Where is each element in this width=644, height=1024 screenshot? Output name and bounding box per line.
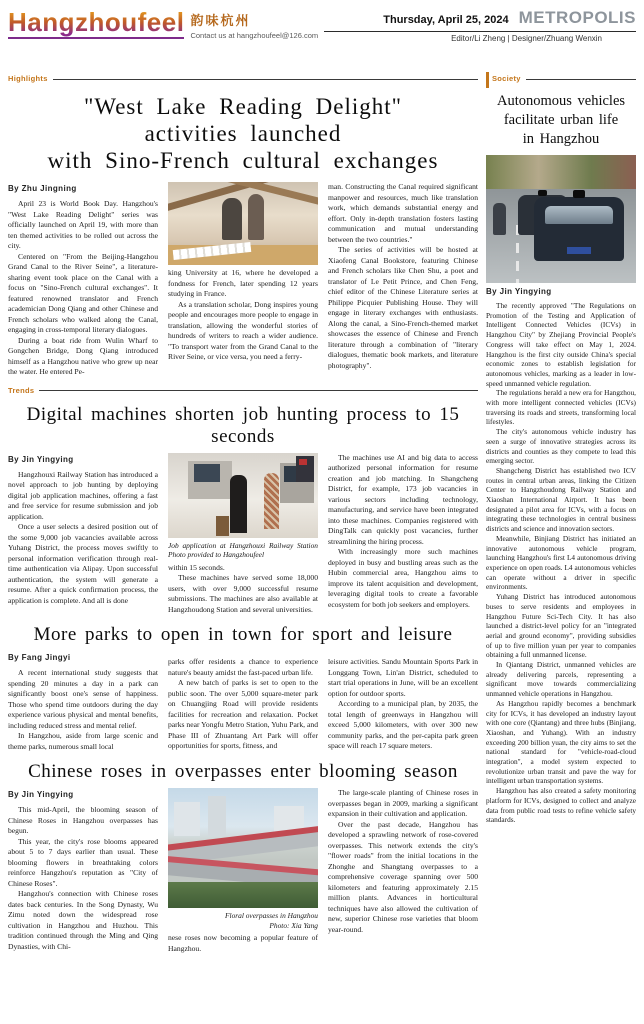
main-headline-line2: activities launched [144,121,342,146]
parks-article-body [8,651,478,752]
paragraph: parks offer residents a chance to experience nature's beauty amidst the fast-paced urban life. [168,657,318,677]
paragraph: Over the past decade, Hangzhou has developed a sprawling network of rose-covered overpasses. This network extends the city's "flower roads" from the initial locations in the Zhonghe and Shangtang overpasses to a comprehensive coverage spanning over 500 kilometers and featuring approximately 2.15 million plants. Advances in horticultural techniques have also allowed the cultivation of new, superior Chinese rose varieties that bloom year-round. [328,819,478,934]
reading-event-photo [168,182,318,265]
paragraph: man. Constructing the Canal required significant manpower and resources, much like translation work, which demands substantial energy and effort. Only in-depth translation fosters lasting communication and mutual understanding between the two countries." [328,182,478,244]
photo-background [486,155,636,189]
paragraph: king University at 16, where he developed a fondness for French, later spending 12 years studying in France. [168,268,318,298]
section-rule [526,79,636,80]
photo-car [534,197,624,261]
paragraph: These machines have served some 18,000 users, with over 9,000 successful resume submissions. The machines are also available at Hangzhoudong Station and several universities. [168,573,318,614]
masthead-sub [190,8,318,40]
paragraph: A recent international study suggests that spending 20 minutes a day in a park can significantly boost one's sense of happiness. Those who spend time outdoors during the day experience various physical and mental benefits, including reduced stress and mental relief. [8,668,158,730]
jobs-article-byline: By Jin Yingying [8,454,74,464]
paragraph: In Hangzhou, aside from large scenic and theme parks, numerous small local [8,731,158,751]
photo-license-plate [567,247,591,254]
main-article-body [8,182,478,378]
parks-article-col1 [8,651,158,752]
photo-screen [194,464,220,482]
paragraph: With increasingly more such machines deployed in busy and bustling areas such as the Hubin commercial area, Hangzhou aims to improve its talent acquisition and development, leveraging digital tools to create a favorable ecosystem for both job seekers and employers. [328,547,478,609]
jobs-photo-caption: Job application at Hangzhouxi Railway Station Photo provided to Hangzhoufeel [168,540,318,559]
main-article-byline: By Zhu Jingning [8,184,77,193]
paragraph: The series of activities will be hosted at Xiaofeng Canal Bookstore, featuring Chinese and French scholars like Chen Shu, a poet and translator of Le Petit Prince, and Chen Feng, chief editor of the Chinese Literature series at Philippe Picquier Publishing House. They will engage in literary exchanges with enthusiasts. Along the canal, a Sino-French-themed market showcases the essence of Chinese and French literature through a combination of "literary dialogues, thematic book markets, and literature photography". [328,245,478,370]
contact-line: Contact us at hangzhoufeel@126.com [190,31,319,40]
roses-article-col3 [328,788,478,954]
masthead-right [324,8,636,43]
paragraph: A new batch of parks is set to open to the public soon. The over 5,000 square-meter park on Chuangjing Road will provide residents facilities for recreation and relaxation. Pocket parks near Yongfu Metro Station, Yuhu Park, and Phase III of Zhuantang Art Park will offer opportunities for sports, fitness, and [168,678,318,750]
photo-person [222,198,242,240]
paragraph: The regulations herald a new era for Hangzhou, with more intelligent connected vehicles (ICVs) traversing its roads and streets, transforming local lifestyles. [486,388,636,427]
paragraph: The machines use AI and big data to access authorized personal information for resume creation and job matching. In Shangcheng District, for example, 173 job vacancies in various sectors including technology, manufacturing, and service have been integrated into these machines. Companies registered with DingTalk can quickly post vacancies, further streamlining the hiring process. [328,452,478,546]
masthead-left [8,8,318,40]
roses-photo-caption [168,911,318,930]
jobs-article-body [8,453,478,616]
edition-name: METROPOLIS [518,8,636,27]
paragraph: In Qiantang District, unmanned vehicles are already delivering parcels, representing a significant move towards commercializing unmanned vehicle operations in Hangzhou. [486,660,636,699]
paragraph: Yuhang District has introduced autonomous buses to serve residents and employees in Hangzhou Future Sci-Tech City. It has also launched a district-level policy for an "integrated aerial and ground economy", providing subsidies of up to five million yuan per year to companies obtaining a full unmanned license. [486,592,636,660]
chinese-title: 韵味杭州 [190,13,251,28]
jobs-headline: Digital machines shorten job hunting process to 15 seconds [26,403,460,447]
paragraph: Hangzhou has also created a safety monitoring platform for ICVs, designed to collect and analyze data from public road tests to refine vehicle safety standards. [486,786,636,825]
paragraph: This year, the city's rose blooms appeared about 5 to 7 days earlier than usual. These blooming flowers in breathtaking colors reinforce Hangzhou's reputation as "City of Chinese Roses". [8,836,158,888]
paragraph: Once a user selects a desired position out of the some 9,000 job vacancies available across Yuhang District, the process moves swiftly to personal information verification through real-time authentication via Alipay. Upon successful authentication, the system will generate a resume. After a quick confirmation process, the application is complete. And all is done [8,522,158,605]
main-article-col3 [328,182,478,378]
parks-article-col2 [168,651,318,752]
paragraph: During a boat ride from Wulin Wharf to Gongchen Bridge, Dong Qiang introduced himself as a Hangzhou native who grew up near the water. He entered Pe- [8,335,158,376]
masthead-rule [324,31,636,32]
parks-article-byline: By Fang Jingyi [8,653,71,662]
jobs-article-col2 [168,453,318,616]
paragraph: Hangzhou's connection with Chinese roses dates back centuries. In the Song Dynasty, Wu Zimu noted down the widespread rose cultivation in Hangzhou and Huzhou. This tradition continued through the Ming and Qing Dynasties, with Chi- [8,889,158,951]
society-headline-line2: facilitate urban life [503,112,619,128]
roses-caption-line2: Photo: Xia Yang [269,920,318,930]
main-article-col2 [168,182,318,378]
section-label-trends: Trends [8,385,35,395]
paragraph: Centered on "From the Beijing-Hangzhou Grand Canal to the River Seine", a literature-sharing event took place on the Canal with a focus on "Sino-French cultural exchanges". It featured renowned translator and French academician Dong Qiang and other Chinese and French scholars who walked along the Canal, engaging in cross-temporal literary dialogues. [8,251,158,334]
newspaper-logo: Hangzhoufeel [8,7,185,37]
date-row [324,8,636,28]
roses-article-col2 [168,788,318,954]
section-rule [53,79,478,80]
society-headline-line3: in Hangzhou [522,131,600,147]
photo-suitcase [216,516,229,536]
society-article-byline: By Jin Yingying [486,287,552,296]
masthead [8,8,636,60]
issue-date: Thursday, April 25, 2024 [383,14,509,26]
photo-motorcyclist [493,203,506,235]
society-headline-line1: Autonomous vehicles [496,93,626,109]
paragraph: This mid-April, the blooming season of Chinese Roses in Hangzhou overpasses has begun. [8,805,158,835]
job-kiosk-photo [168,453,318,538]
section-society [486,74,636,83]
autonomous-vehicles-photo [486,155,636,283]
main-area [8,70,478,954]
main-headline-line1: "West Lake Reading Delight" [83,94,403,119]
section-rule [39,390,478,391]
paragraph: Hangzhouxi Railway Station has introduced a novel approach to job hunting by deploying digital job application machines, offering a fast and free service for resume submission and job application. [8,469,158,521]
roses-headline: Chinese roses in overpasses enter blooming season [28,761,458,782]
paragraph: Meanwhile, Binjiang District has initiated an innovative autonomous vehicle program, launching Hangzhou's first L4 autonomous driving experience on open roads. L4 autonomous vehicles can operate without a driver in specific environments. [486,533,636,592]
paragraph: Shangcheng District has established two ICV routes in central urban areas, linking the Citizen Center to Hangzhoudong Railway Station and Xiaoshan International Airport. It has been designated a pilot area for ICVs, with a focus on integrating these technologies in central business districts and science and innovation sectors. [486,465,636,534]
paragraph: nese roses now becoming a popular feature of Hangzhou. [168,933,318,953]
photo-lidar-sensor [538,190,547,196]
photo-person [264,473,279,529]
jobs-article-col3 [328,453,478,616]
society-column [486,70,636,954]
photo-trees [168,882,318,908]
society-headline [488,92,634,149]
section-label-society: Society [492,74,521,83]
photo-building [208,796,226,836]
parks-headline: More parks to open in town for sport and leisure [33,624,453,645]
photo-banner [296,456,314,482]
section-trends [8,386,478,395]
paragraph: The recently approved "The Regulations on Promotion of the Testing and Application of Intelligent Connected Vehicles (ICVs) in Hangzhou City" by Zhejiang Provincial People's Congress will take effect on May 1, 2024. Hangzhou is the first city outside China's special economic zones to establish legislation for autonomous vehicles, marking as a leader in low-speed unmanned vehicle regulation. [486,301,636,388]
roses-caption-line1: Floral overpasses in Hangzhou [225,911,318,920]
main-headline-line3: with Sino-French cultural exchanges [47,148,439,173]
parks-article-col3 [328,651,478,752]
photo-person [230,475,247,533]
photo-windshield [545,206,613,224]
paragraph: The city's autonomous vehicle industry has seen a surge of innovative strategies across its districts and counties as they compete to lead this emerging sector. [486,427,636,466]
section-highlights [8,74,478,83]
paragraph: As Hangzhou rapidly becomes a benchmark city for ICVs, it has developed an industry layout with one core (Qiantang) and three hubs (Binjiang, Xiaoshan, and Yuhang). With an industry exceeding 200 billion yuan, the city aims to set the national standard for "vehicle-road-cloud integration", a model system expected to revolutionize urban transit and pave the way for intelligent urban transportation systems. [486,698,636,786]
page-content [8,70,636,954]
paragraph: As a translation scholar, Dong inspires young people and encourages more people to engage in translation, allowing the wonderful stories of hundreds of writers to reach a wider audience. "To transport water from the Grand Canal to the River Seine, or vice versa, you need a ferry- [168,299,318,361]
paragraph: The large-scale planting of Chinese roses in overpasses began in 2009, marking a significant expansion in their cultivation and application. [328,788,478,818]
paragraph: within 15 seconds. [168,562,225,572]
main-headline [8,93,478,174]
roses-article-byline: By Jin Yingying [8,790,74,799]
main-article-col1 [8,182,158,378]
section-label-highlights: Highlights [8,74,48,83]
roses-article-body [8,788,478,954]
paragraph: According to a municipal plan, by 2035, the total length of greenways in Hangzhou will exceed 5,000 kilometers, with over 300 new community parks, and the per-capita park green space will reach 17 square meters. [328,699,478,750]
floral-overpass-photo [168,788,318,908]
jobs-article-col1 [8,453,158,616]
staff-line: Editor/Li Zheng | Designer/Zhuang Wenxin [451,34,602,43]
photo-building [174,802,200,836]
photo-lidar-sensor [573,190,585,198]
photo-person [248,194,264,240]
paragraph: April 23 is World Book Day. Hangzhou's "West Lake Reading Delight" series was officially launched on April 19, with more than ten themed activities to be rolled out across the city. [8,199,158,250]
paragraph: leisure activities. Sandu Mountain Sports Park in Longgang Town, Lin'an District, scheduled to start trial operations in June, will be an excellent option for outdoor sports. [328,657,478,698]
roses-article-col1 [8,788,158,954]
